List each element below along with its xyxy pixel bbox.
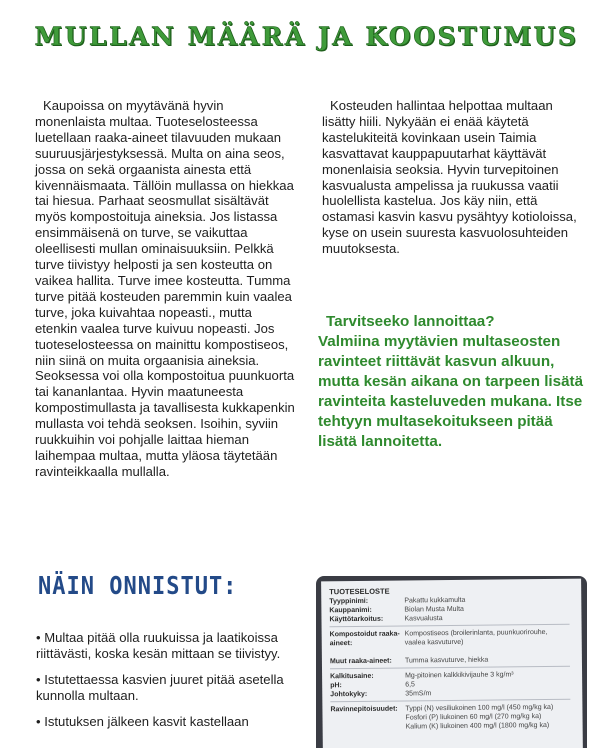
label-row: Tyyppinimi: Pakattu kukkamulta xyxy=(329,596,466,606)
label-row: Ravinnepitoisuudet: Typpi (N) vesiliukoinen 100 mg/l (450 mg/kg ka) xyxy=(330,703,554,714)
label-row: Käyttötarkoitus: Kasvualusta xyxy=(329,615,443,624)
tips-list xyxy=(30,630,300,741)
label-row: Kalium (K) liukoinen 400 mg/l (1800 mg/kg ka) xyxy=(405,721,550,731)
label-divider xyxy=(330,624,570,628)
label-row: Kalkitusaine: Mg-pitoinen kalkkikivijauhe 3 kg/m³ xyxy=(330,671,514,681)
tips-heading: NÄIN ONNISTUT: xyxy=(38,572,238,601)
label-divider xyxy=(330,699,570,703)
callout-text: Valmiina myytävien multaseosten ravinteet riittävät kasvun alkuun, mutta kesän aikana on tarpeen lisätä ravinteita kasteluveden mukana. Itse tehtyyn multasekoitukseen pitää lisätä lannoitetta. xyxy=(318,333,584,450)
label-row: Johtokyky: 35mS/m xyxy=(330,690,432,699)
right-paragraph: Kosteuden hallintaa helpottaa multaan lisätty hiili. Nykyään ei enää käytetä kastelukiteitä kovinkaan usein Taimia kasvattavat kauppapuutarhat käyttävät monenlaisia seoksia. Hyvin turvepitoinen kasvualusta ampelissa ja ruukussa vaatii huolellista kastelua. Jos käy niin, että ostamasi kasvin kasvu pysähtyy kotioloissa, kyse on usein suuresta kasvuolosuhteiden muutoksesta. xyxy=(322,98,577,257)
page-title: MULLAN MÄÄRÄ JA KOOSTUMUS xyxy=(34,22,579,51)
label-row: Muut raaka-aineet: Tumma kasvuturve, hiekka xyxy=(329,656,489,666)
fertilizer-callout xyxy=(318,312,588,452)
label-divider xyxy=(330,666,570,670)
tip-item: • Istutettaessa kasvien juuret pitää asetella kunnolla multaan. xyxy=(36,672,284,703)
callout-question: Tarvitseeko lannoittaa? xyxy=(326,313,495,330)
tip-item: • Istutuksen jälkeen kasvit kastellaan xyxy=(36,714,249,730)
label-row: Kauppanimi: Biolan Musta Multa xyxy=(329,605,464,615)
left-column-text xyxy=(35,98,297,480)
right-column-text xyxy=(322,98,584,257)
label-row: Fosfori (P) liukoinen 60 mg/l (270 mg/kg ka) xyxy=(405,713,542,722)
product-label xyxy=(321,579,583,748)
label-row: Kompostoidut raaka-aineet:Kompostiseos (broilerinlanta, puunkuorirouhe, vaalea kasvuturve) xyxy=(329,628,548,648)
tip-item: • Multaa pitää olla ruukuissa ja laatikoissa riittävästi, koska kesän mittaan se tiivistyy. xyxy=(36,630,281,661)
product-label-photo xyxy=(316,576,587,748)
left-paragraph: Kaupoissa on myytävänä hyvin monenlaista multaa. Tuoteselosteessa luetellaan raaka-aineet tilavuuden mukaan suuruusjärjestyksessä. Multa on aina seos, jossa on sekä orgaanista ainesta että kivennäismaata. Tällöin mullassa on hiekkaa tai hiesua. Parhaat seosmullat sisältävät myös kompostoituja aineksia. Jos listassa ensimmäisenä on turve, se vaikuttaa oleellisesti mullan ominaisuuksiin. Pelkkä turve tiivistyy helposti ja sen kosteutta on vaikea hallita. Turve imee kosteutta. Tumma turve pitää kosteuden paremmin kuin vaalea turve, joka kuivahtaa nopeasti., mutta etenkin vaalea turve kuivuu nopeasti. Jos tuoteselosteessa on mainittu kompostiseos, niin siinä on muita orgaanisia aineksia. Seoksessa voi olla kompostoitua puunkuorta tai kananlantaa. Hyvin maatuneesta kompostimullasta ja tavallisesta kukkapenkin mullasta voi tehdä seoksen. Isoihin, syviin ruukkuihin voi pohjalle laittaa hieman laihempaa multaa, mutta yläosa täytetään ravinteikkaalla mullalla. xyxy=(35,98,295,479)
label-row: pH: 6,5 xyxy=(330,681,415,690)
label-heading: TUOTESELOSTE xyxy=(329,586,390,597)
